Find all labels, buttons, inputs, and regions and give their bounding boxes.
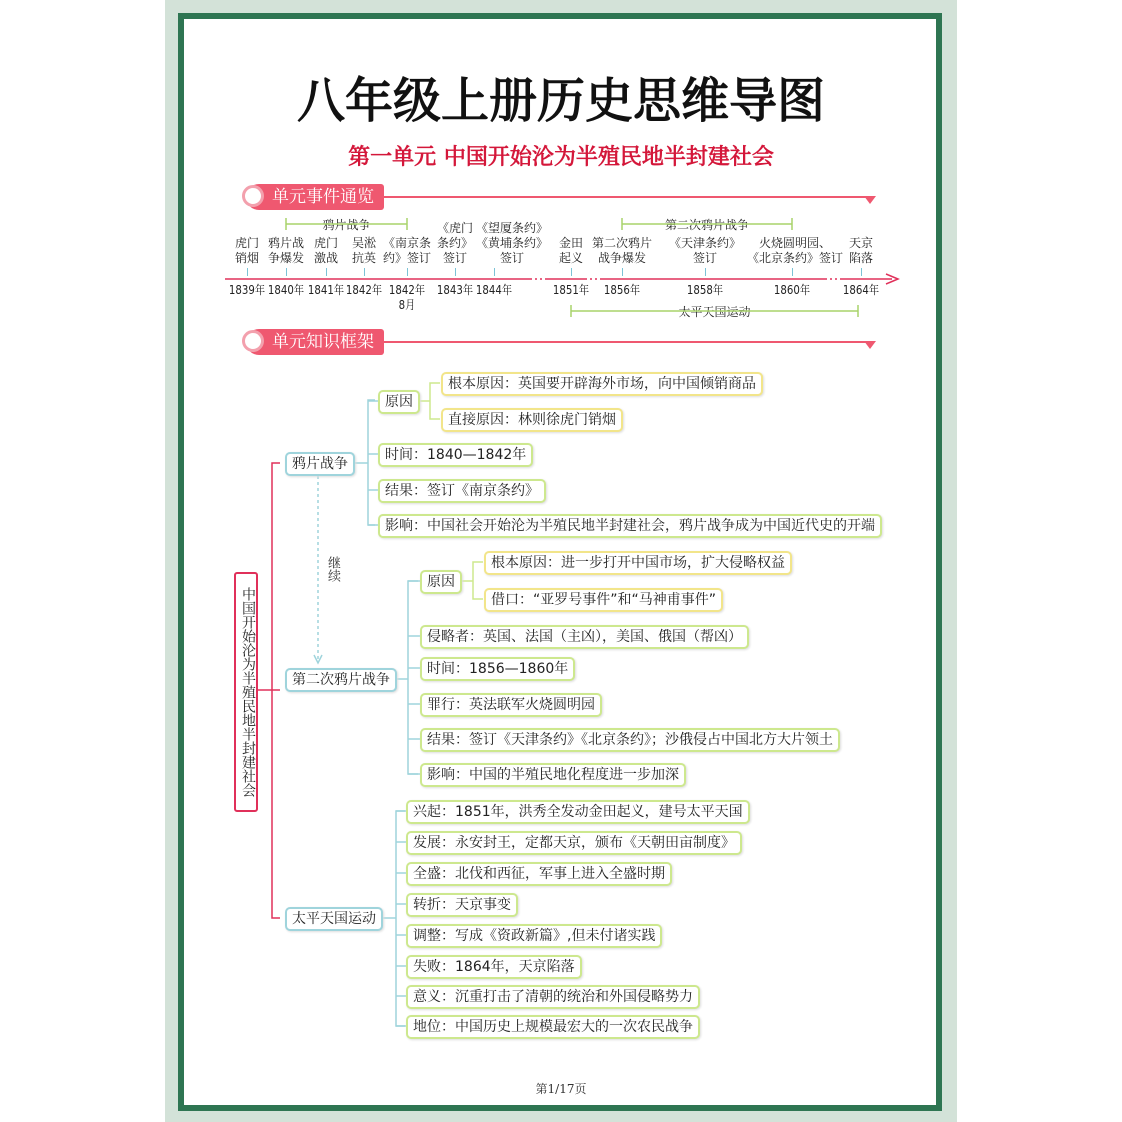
connector-line [430,383,440,419]
timeline-year: 1842年 [345,283,383,297]
detail-node: 借口：“亚罗号事件”和“马神甫事件” [484,588,723,612]
period-label: 鸦片战争 [318,216,374,233]
topic-node: 全盛：北伐和西征，军事上进入全盛时期 [406,862,672,886]
topic-node: 发展：永安封王，定都天京，颁布《天朝田亩制度》 [406,831,742,855]
detail-node: 根本原因：进一步打开中国市场，扩大侵略权益 [484,551,792,575]
topic-node: 结果：签订《南京条约》 [378,479,546,503]
topic-node: 调整：写成《资政新篇》,但未付诸实践 [406,924,662,948]
page-number: 第1/17页 [535,1082,587,1096]
topic-node: 影响：中国的半殖民地化程度进一步加深 [420,763,686,787]
timeline-year: 1840年 [267,283,305,297]
branch-taiping: 太平天国运动 [285,907,383,931]
detail-node: 直接原因：林则徐虎门销烟 [441,408,623,432]
timeline-year: 1851年 [552,283,590,297]
branch-opium-war: 鸦片战争 [285,452,355,476]
timeline-year: 1839年 [228,283,266,297]
connector-line [408,581,418,774]
section-title: 单元知识框架 [272,332,374,352]
continue-label: 继续 [325,556,340,582]
topic-node: 失败：1864年，天京陷落 [406,955,582,979]
timeline-event-label: 鸦片战 争爆发 [267,236,305,265]
mindmap-root: 中国开始沦为半殖民地半封建社会 [234,572,258,812]
detail-node: 根本原因：英国要开辟海外市场，向中国倾销商品 [441,372,763,396]
timeline-event-label: 天京 陷落 [848,236,874,265]
topic-node: 时间：1856—1860年 [420,657,575,681]
timeline-year: 1858年 [686,283,724,297]
timeline-year: 1841年 [307,283,345,297]
topic-node: 时间：1840—1842年 [378,443,533,467]
period-label: 第二次鸦片战争 [661,216,753,233]
topic-node: 侵略者：英国、法国（主凶），美国、俄国（帮凶） [420,625,749,649]
timeline-event-label: 虎门 激战 [313,236,339,265]
topic-node: 兴起：1851年，洪秀全发动金田起义，建号太平天国 [406,800,750,824]
topic-node: 地位：中国历史上规模最宏大的一次农民战争 [406,1015,700,1039]
topic-node: 原因 [378,390,420,414]
timeline-year: 1842年 8月 [388,283,426,312]
connector-line [473,562,483,599]
unit-subtitle: 第一单元 中国开始沦为半殖民地半封建社会 [348,145,774,170]
topic-node: 影响：中国社会开始沦为半殖民地半封建社会，鸦片战争成为中国近代史的开端 [378,514,882,538]
timeline-event-label: 金田 起义 [558,236,584,265]
timeline-event-label: 虎门 销烟 [234,236,260,265]
topic-node: 原因 [420,570,462,594]
timeline-event-label: 火烧圆明园、 《北京条约》签订 [746,236,844,265]
timeline-event-label: 《南京条 约》签订 [382,236,432,265]
timeline-year: 1860年 [773,283,811,297]
topic-node: 意义：沉重打击了清朝的统治和外国侵略势力 [406,985,700,1009]
page-title: 八年级上册历史思维导图 [296,73,825,129]
period-label: 太平天国运动 [674,303,754,320]
timeline-year: 1856年 [603,283,641,297]
branch-second-opium-war: 第二次鸦片战争 [285,668,397,692]
topic-node: 结果：签订《天津条约》《北京条约》；沙俄侵占中国北方大片领土 [420,728,840,752]
section-title: 单元事件通览 [272,187,374,207]
timeline-event-label: 第二次鸦片 战争爆发 [591,236,653,265]
topic-node: 罪行：英法联军火烧圆明园 [420,693,602,717]
timeline-event-label: 《虎门 条约》 签订 [436,221,474,265]
timeline-event-label: 《望厦条约》 《黄埔条约》 签订 [475,221,549,265]
connector-line [396,811,405,1026]
connector-line [368,400,375,525]
timeline-year: 1843年 [436,283,474,297]
timeline-event-label: 《天津条约》 签订 [668,236,742,265]
timeline-year: 1844年 [475,283,513,297]
timeline-year: 1864年 [842,283,880,297]
topic-node: 转折：天京事变 [406,893,518,917]
timeline-event-label: 吴淞 抗英 [351,236,377,265]
